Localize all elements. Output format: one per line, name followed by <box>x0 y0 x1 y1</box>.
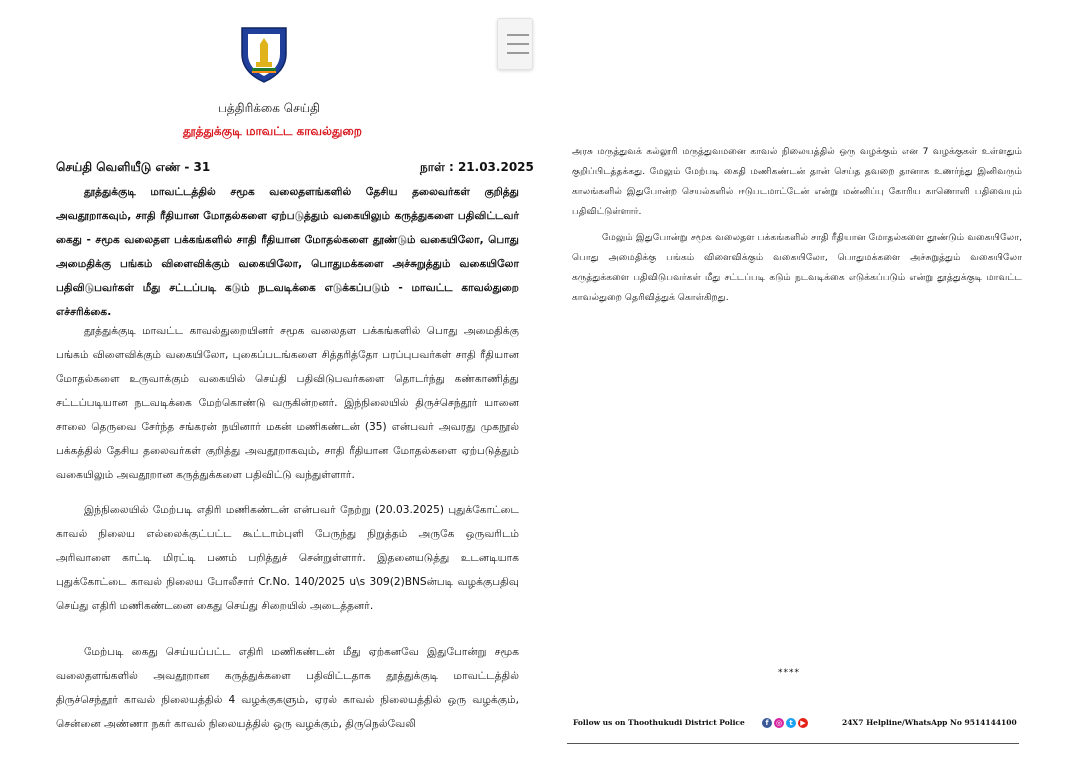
tamilnadu-police-logo <box>238 22 290 84</box>
youtube-icon[interactable]: ▶ <box>798 718 808 728</box>
follow-text: Follow us on Thoothukudi District Police <box>573 718 745 727</box>
twitter-icon[interactable]: t <box>786 718 796 728</box>
body-paragraph-1: தூத்துக்குடி மாவட்ட காவல்துறையினர் சமூக வலைதள பக்கங்களில் பொது அமைதிக்கு பங்கம் விளைவிக்கும் வகையிலோ, புகைப்படங்களை சித்தரித்தோ பரப்புபவர்கள் சாதி ரீதியான மோதல்களை உருவாக்கும் வகையில் செய்தி பதிவிடுபவர்களை தொடர்ந்து கண்காணித்து சட்டப்படியான நடவடிக்கை மேற்கொண்டு வருகின்றனர். இந்நிலையில் திருச்செந்தூர் யானை சாலை தெருவை சேர்ந்த சங்கரன் நயினார் மகன் மணிகண்டன் (35) என்பவர் அவரது முகநூல் பக்கத்தில் தேசிய தலைவர்கள் குறித்து அவதூறாகவும், சாதி ரீதியான மோதல்களை ஏற்படுத்தும் வகையிலும் அவதூறான கருத்துக்களை பதிவிட்டு வந்துள்ளார். <box>56 325 519 481</box>
right-paragraph-2: மேலும் இதுபோன்று சமூக வலைதள பக்கங்களில் சாதி ரீதியான மோதல்களை தூண்டும் வகையிலோ, பொது அமைதிக்கு பங்கம் விளைவிக்கும் வகையிலோ, பொதுமக்களை அச்சுறுத்தும் வகையிலோ கருத்துக்களை பதிவிடுபவர்கள் மீது சட்டப்படி கடும் நடவடிக்கை எடுக்கப்படும் என்று தூத்துக்குடி மாவட்ட காவல்துறை தெரிவித்துக் கொள்கிறது. <box>572 232 1022 303</box>
department-name: தூத்துக்குடி மாவட்ட காவல்துறை <box>183 124 362 138</box>
instagram-icon[interactable]: ◎ <box>775 719 783 727</box>
end-marker: **** <box>778 668 800 678</box>
helpline-text: 24X7 Helpline/WhatsApp No 9514144100 <box>842 718 1017 727</box>
summary-paragraph: தூத்துக்குடி மாவட்டத்தில் சமூக வலைதளங்களில் தேசிய தலைவர்கள் குறித்து அவதூறாகவும், சாதி ரீதியான மோதல்களை ஏற்படுத்தும் வகையிலும் கருத்துகளை பதிவிட்டவர் கைது - சமூக வலைதள பக்கங்களில் சாதி ரீதியான மோதல்களை தூண்டும் வகையிலோ, பொது அமைதிக்கு பங்கம் விளைவிக்கும் வகையிலோ, பொதுமக்களை அச்சுறுத்தும் வகையிலோ பதிவிடுபவர்கள் மீது சட்டப்படி கடும் நடவடிக்கை எடுக்கப்படும் - மாவட்ட காவல்துறை எச்சரிக்கை. <box>56 186 519 318</box>
body-paragraph-3: மேற்படி கைது செய்யப்பட்ட எதிரி மணிகண்டன் மீது ஏற்கனவே இதுபோன்று சமூக வலைதளங்களில் அவதூறான கருத்துக்களை பதிவிட்டதாக தூத்துக்குடி மாவட்டத்தில் திருச்செந்தூர் காவல் நிலையத்தில் 4 வழக்குகளும், ஏரல் காவல் நிலையத்தில் ஒரு வழக்கும், சென்னை அண்ணா நகர் காவல் நிலையத்தில் ஒரு வழக்கும், திருநெல்வேலி <box>56 646 519 730</box>
body-paragraph-2: இந்நிலையில் மேற்படி எதிரி மணிகண்டன் என்பவர் நேற்று (20.03.2025) புதுக்கோட்டை காவல் நிலைய எல்லைக்குட்பட்ட கூட்டாம்புளி பேருந்து நிறுத்தம் அருகே ஒருவரிடம் அரிவாளை காட்டி மிரட்டி பணம் பறித்துச் சென்றுள்ளார். இதனையடுத்து உடனடியாக புதுக்கோட்டை காவல் நிலைய போலீசார் Cr.No. 140/2025 u\s 309(2)BNSன்படி வழக்குபதிவு செய்து எதிரி மணிகண்டனை கைது செய்து சிறையில் அடைத்தனர். <box>56 504 519 612</box>
hamburger-icon <box>507 34 529 36</box>
menu-button[interactable] <box>497 18 533 70</box>
release-number: செய்தி வெளியீடு எண் - 31 <box>56 160 211 174</box>
right-paragraph-1: அரசு மருத்துவக் கல்லூரி மருத்துவமனை காவல் நிலையத்தில் ஒரு வழக்கும் என 7 வழக்குகள் உள்ளதும் குறிப்பிடத்தக்கது. மேலும் மேற்படி கைதி மணிகண்டன் தான் செய்த தவறை தானாக உணர்ந்து இனிவரும் காலங்களில் இதுபோன்ற செயல்களில் ஈடுபடமாட்டேன் என்று மன்னிப்பு கோரிய காணொளி பதிவையும் பதிவிட்டுள்ளார். <box>572 146 1022 217</box>
release-date: நாள் : 21.03.2025 <box>420 160 534 174</box>
facebook-icon[interactable]: f <box>762 718 772 728</box>
footer-divider <box>567 743 1019 744</box>
press-release-title: பத்திரிக்கை செய்தி <box>218 101 320 115</box>
social-icons <box>762 718 808 728</box>
